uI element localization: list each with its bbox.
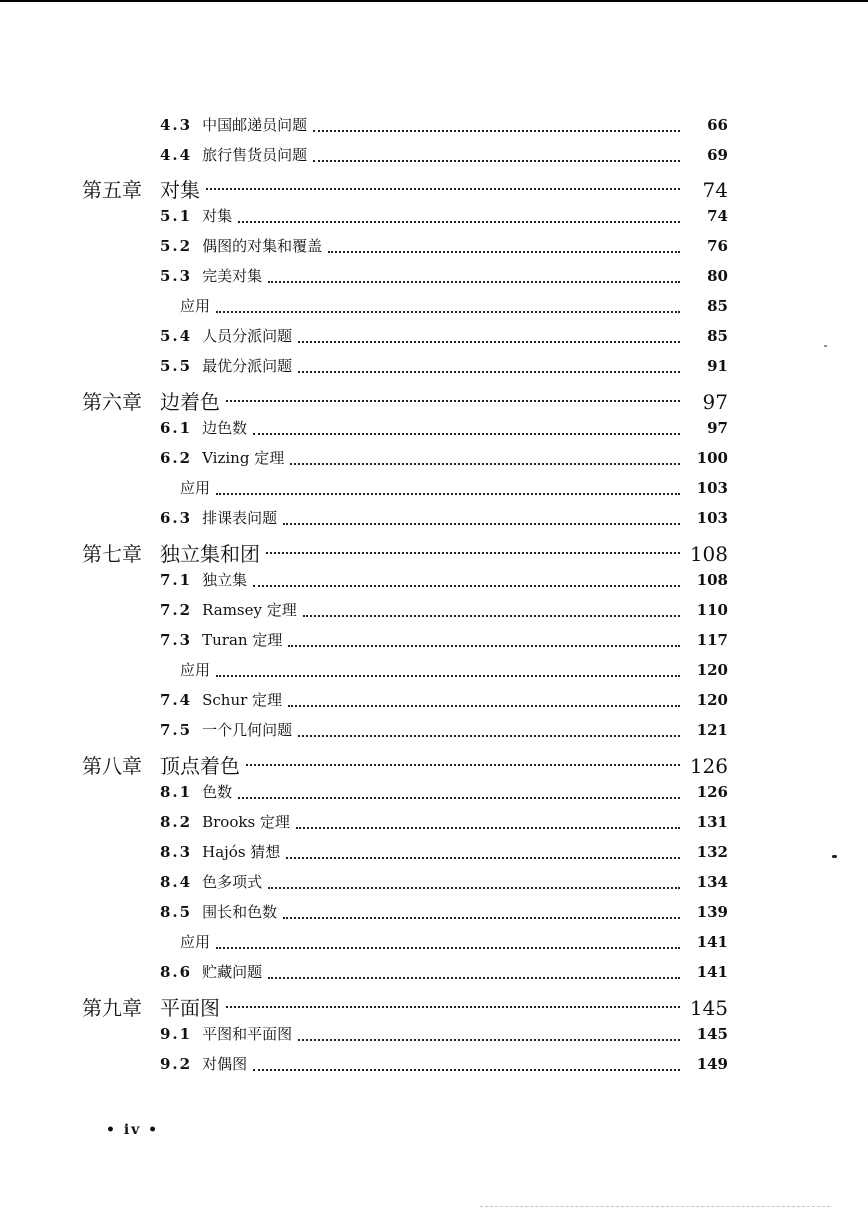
section-number: 7.5 [160, 721, 193, 739]
chapter-title: 边着色 [160, 390, 220, 414]
scan-speck [824, 345, 827, 347]
chapter-title: 独立集和团 [160, 542, 260, 566]
section-number: 5.5 [160, 357, 193, 375]
page-number: 80 [707, 267, 728, 285]
section-title: 最优分派问题 [202, 357, 293, 375]
dot-leader [288, 705, 680, 707]
page-number: 141 [696, 933, 728, 951]
section-number: 7.4 [160, 691, 193, 709]
page-number: 103 [696, 479, 728, 497]
section-title: 应用 [180, 661, 211, 679]
dot-leader [268, 281, 680, 283]
dot-leader [253, 1069, 680, 1071]
page-number: 74 [702, 178, 728, 202]
dot-leader [238, 221, 680, 223]
toc-section-entry [160, 719, 728, 749]
chapter-number: 第七章 [82, 542, 142, 566]
section-number: 6.2 [160, 449, 193, 467]
page-number: 117 [696, 631, 728, 649]
toc-section-entry [160, 871, 728, 901]
page-number: 97 [707, 419, 728, 437]
dot-leader [286, 857, 680, 859]
dot-leader [216, 947, 680, 949]
toc-application-entry [180, 659, 728, 689]
toc-chapter-entry [82, 992, 728, 1022]
toc-section-entry [160, 355, 728, 385]
section-number: 9.2 [160, 1055, 193, 1073]
page-number: 120 [696, 661, 728, 679]
section-title: 贮藏问题 [202, 963, 263, 981]
page-number: 120 [696, 691, 728, 709]
top-border-rule [0, 0, 868, 2]
chapter-number: 第八章 [82, 754, 142, 778]
toc-chapter-entry [82, 538, 728, 568]
toc-section-entry [160, 781, 728, 811]
section-title: 边色数 [202, 419, 248, 437]
toc-section-entry [160, 689, 728, 719]
dot-leader [328, 251, 680, 253]
page-number: 108 [696, 571, 728, 589]
scan-speck [832, 855, 837, 858]
dot-leader [288, 645, 680, 647]
toc-section-entry [160, 114, 728, 144]
page-number: 74 [707, 207, 728, 225]
toc-section-entry [160, 447, 728, 477]
chapter-number: 第五章 [82, 178, 142, 202]
toc-application-entry [180, 931, 728, 961]
toc-section-entry [160, 144, 728, 174]
section-title: Brooks 定理 [202, 813, 290, 831]
dot-leader [268, 887, 680, 889]
page-number: 131 [696, 813, 728, 831]
toc-section-entry [160, 417, 728, 447]
section-title: 偶图的对集和覆盖 [202, 237, 323, 255]
section-number: 8.3 [160, 843, 193, 861]
section-number: 4.4 [160, 146, 193, 164]
toc-section-entry [160, 1053, 728, 1083]
page-number: 110 [696, 601, 728, 619]
dot-leader [206, 188, 680, 190]
section-title: 应用 [180, 933, 211, 951]
section-number: 8.6 [160, 963, 193, 981]
page-number: 76 [707, 237, 728, 255]
toc-chapter-entry [82, 750, 728, 780]
section-title: 平图和平面图 [202, 1025, 293, 1043]
section-number: 8.1 [160, 783, 193, 801]
page-number: 85 [707, 327, 728, 345]
page-number: 145 [689, 996, 728, 1020]
dot-leader [226, 400, 680, 402]
section-number: 8.4 [160, 873, 193, 891]
dot-leader [253, 585, 680, 587]
dot-leader [298, 341, 680, 343]
page-number: 103 [696, 509, 728, 527]
section-title: 独立集 [202, 571, 248, 589]
dot-leader [216, 675, 680, 677]
chapter-number: 第六章 [82, 390, 142, 414]
toc-chapter-entry [82, 386, 728, 416]
toc-section-entry [160, 235, 728, 265]
page-number: 108 [689, 542, 728, 566]
dot-leader [268, 977, 680, 979]
section-title: 围长和色数 [202, 903, 278, 921]
page-number: 100 [696, 449, 728, 467]
section-number: 5.3 [160, 267, 193, 285]
toc-section-entry [160, 599, 728, 629]
section-title: 排课表问题 [202, 509, 278, 527]
section-number: 6.3 [160, 509, 193, 527]
section-number: 9.1 [160, 1025, 193, 1043]
toc-section-entry [160, 901, 728, 931]
page-number: 139 [696, 903, 728, 921]
toc-application-entry [180, 477, 728, 507]
section-title: 色多项式 [202, 873, 263, 891]
page-number: 121 [696, 721, 728, 739]
section-title: Turan 定理 [202, 631, 283, 649]
dot-leader [298, 1039, 680, 1041]
section-title: 人员分派问题 [202, 327, 293, 345]
section-number: 8.5 [160, 903, 193, 921]
dot-leader [298, 735, 680, 737]
chapter-title: 顶点着色 [160, 754, 240, 778]
section-title: 旅行售货员问题 [202, 146, 308, 164]
section-number: 7.3 [160, 631, 193, 649]
dot-leader [216, 493, 680, 495]
toc-section-entry [160, 569, 728, 599]
toc-section-entry [160, 205, 728, 235]
dot-leader [266, 552, 680, 554]
page-number: 69 [707, 146, 728, 164]
dot-leader [253, 433, 680, 435]
section-title: 对集 [202, 207, 233, 225]
page-number: 145 [696, 1025, 728, 1043]
section-number: 7.2 [160, 601, 193, 619]
section-title: 中国邮递员问题 [202, 116, 308, 134]
dot-leader [313, 160, 680, 162]
page-number: 126 [696, 783, 728, 801]
section-number: 4.3 [160, 116, 193, 134]
dot-leader [290, 463, 680, 465]
page-folio: • iv • [106, 1122, 160, 1138]
toc-section-entry [160, 325, 728, 355]
page-number: 66 [707, 116, 728, 134]
dot-leader [283, 523, 680, 525]
section-title: 应用 [180, 479, 211, 497]
section-number: 5.2 [160, 237, 193, 255]
section-number: 5.4 [160, 327, 193, 345]
chapter-number: 第九章 [82, 996, 142, 1020]
dot-leader [216, 311, 680, 313]
section-number: 5.1 [160, 207, 193, 225]
dot-leader [283, 917, 680, 919]
toc-application-entry [180, 295, 728, 325]
toc-section-entry [160, 841, 728, 871]
dot-leader [298, 371, 680, 373]
dot-leader [313, 130, 680, 132]
section-number: 6.1 [160, 419, 193, 437]
dot-leader [246, 764, 680, 766]
toc-section-entry [160, 1023, 728, 1053]
dot-leader [303, 615, 680, 617]
section-title: Schur 定理 [202, 691, 283, 709]
section-number: 7.1 [160, 571, 193, 589]
page-number: 141 [696, 963, 728, 981]
page-number: 149 [696, 1055, 728, 1073]
section-number: 8.2 [160, 813, 193, 831]
dot-leader [226, 1006, 680, 1008]
chapter-title: 平面图 [160, 996, 220, 1020]
page-number: 132 [696, 843, 728, 861]
page-number: 85 [707, 297, 728, 315]
section-title: 完美对集 [202, 267, 263, 285]
section-title: 应用 [180, 297, 211, 315]
page-number: 134 [696, 873, 728, 891]
section-title: 对偶图 [202, 1055, 248, 1073]
dot-leader [238, 797, 680, 799]
section-title: Hajós 猜想 [202, 843, 281, 861]
section-title: 一个几何问题 [202, 721, 293, 739]
section-title: Vizing 定理 [202, 449, 285, 467]
toc-chapter-entry [82, 174, 728, 204]
toc-section-entry [160, 265, 728, 295]
toc-section-entry [160, 507, 728, 537]
dot-leader [296, 827, 680, 829]
chapter-title: 对集 [160, 178, 200, 202]
section-title: 色数 [202, 783, 233, 801]
page-number: 91 [707, 357, 728, 375]
page-number: 126 [689, 754, 728, 778]
toc-section-entry [160, 629, 728, 659]
section-title: Ramsey 定理 [202, 601, 297, 619]
toc-section-entry [160, 961, 728, 991]
toc-section-entry [160, 811, 728, 841]
page-number: 97 [702, 390, 728, 414]
scan-artifact [480, 1200, 830, 1207]
